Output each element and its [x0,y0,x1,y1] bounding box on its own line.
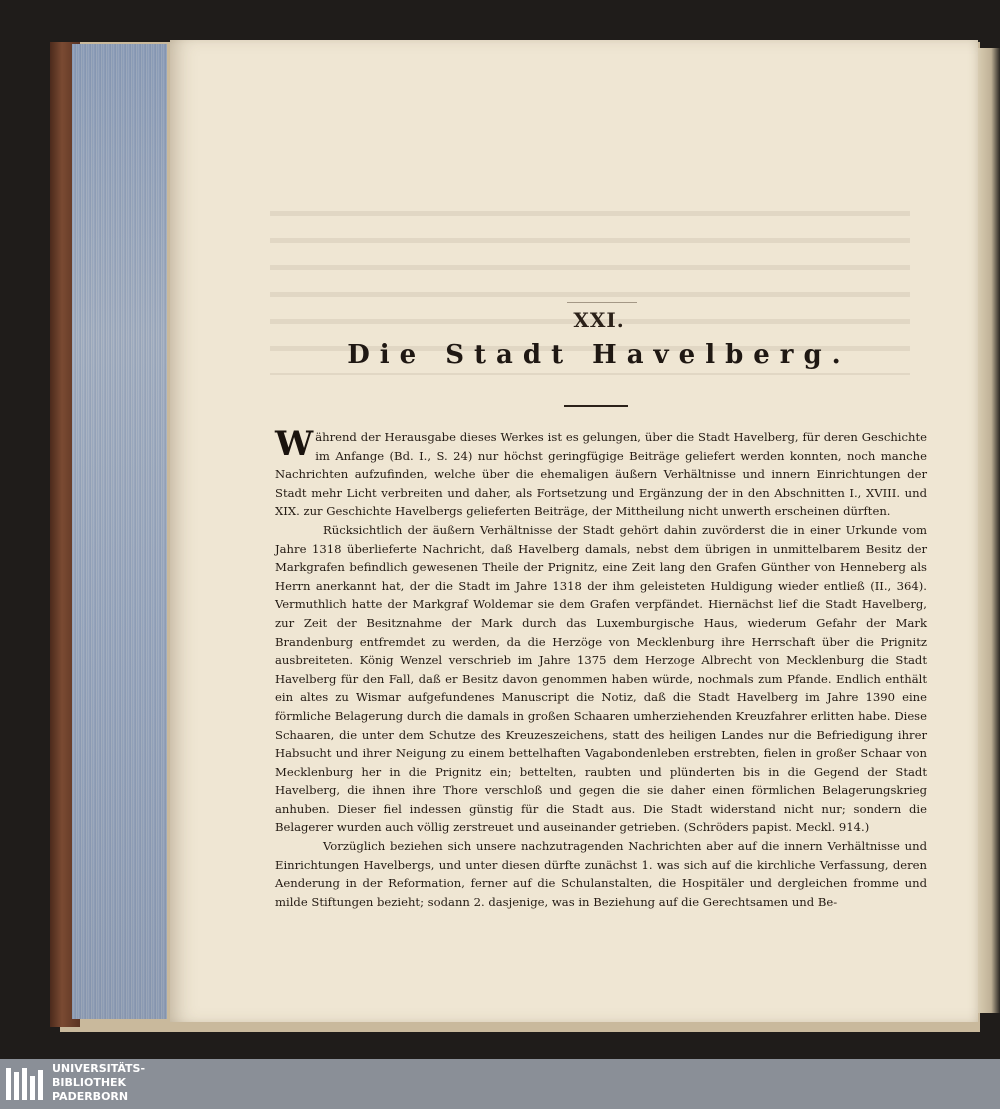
book-fore-edge [72,44,167,1019]
drop-cap: W [275,424,314,464]
chapter-rule-top [567,302,637,303]
paragraph-2: Rücksichtlich der äußern Verhältnisse der Stadt gehört dahin zuvörderst die in einer Urkunde vom Jahre 1318 überlieferte Nachricht, daß Havelberg damals, nebst dem übrigen in unmittelbarem Besitz der Markgrafen befindlich gewesenen Theile der Prignitz, eine Zeit lang den Grafen Günther von Henneberg als Herrn anerkannt hat, der die Stadt im Jahre 1318 der ihm geleisteten Huldigung wieder entließ (II., 364). Vermuthlich hatte der Markgraf Woldemar sie dem Grafen verpfändet. Hiernächst lief die Stadt Havelberg, zur Zeit der Besitznahme der Mark durch das Luxemburgische Haus, wiederum Gefahr der Mark Brandenburg entfremdet zu werden, da die Herzöge von Mecklenburg ihre Herrschaft über die Prignitz ausbreiteten. König Wenzel verschrieb im Jahre 1375 dem Herzoge Albrecht von Mecklenburg die Stadt Havelberg für den Fall, daß er Besitz davon genommen haben würde, nochmals zum Pfande. Endlich enthält ein altes zu Wismar aufgefundenes Manuscript die Notiz, daß die Stadt Havelberg im Jahre 1390 eine förmliche Belagerung durch die damals in großen Schaaren umherziehenden Kreuzfahrer erlitten habe. Diese Schaaren, die unter dem Schutze des Kreuzeszeichens, statt des heiligen Landes nur die Befriedigung ihrer Habsucht und ihrer Neigung zu einem bettelhaften Vagabondenleben erstrebten, fielen in großer Schaar von Mecklenburg her in die Prignitz ein; bettelten, raubten und plünderten bis in die Gegend der Stadt Havelberg, die ihnen ihre Thore verschloß und gegen die sie daher einen förmlichen Belagerungskrieg anhuben. Dieser fiel indessen günstig für die Stadt aus. Die Stadt widerstand nicht nur; sondern die Belagerer wurden auch völlig zerstreuet und auseinander getrieben. (Schröders papist. Meckl. 914.) [275,522,927,835]
library-logo-icon [4,1064,48,1104]
library-name-line-1: UNIVERSITÄTS- [52,1062,146,1075]
chapter-title-rule [564,405,628,407]
book-page [170,40,978,1022]
paragraph-3: Vorzüglich beziehen sich unsere nachzutragenden Nachrichten aber auf die innern Verhältnisse und Einrichtungen Havelbergs, und unter diesen dürfte zunächst 1. was sich auf die kirchliche Verfassung, deren Aenderung in der Reformation, ferner auf die Schulanstalten, die Hospitäler und dergleichen fromme und milde Stiftungen bezieht; sodann 2. dasjenige, was in Beziehung auf die Gerechtsamen und Be- [275,839,927,909]
chapter-number: XXI. [573,308,625,332]
library-name-line-3: PADERBORN [52,1090,129,1103]
library-name [52,1062,145,1104]
paragraph-1 [275,424,927,521]
body-text [275,424,927,911]
library-name-line-2: BIBLIOTHEK [52,1076,127,1089]
chapter-title: Die Stadt Havelberg. [347,340,851,370]
book-right-edge [978,48,1000,1013]
library-footer [0,1059,1000,1109]
paragraph-1-text: ährend der Herausgabe dieses Werkes ist es gelungen, über die Stadt Havelberg, für deren Geschichte im Anfange (Bd. I., S. 24) nur höchst geringfügige Beiträge geliefert werden konnten, noch manche Nachrichten aufzufinden, welche über die ehemaligen äußern Verhältnisse und innern Einrichtungen der Stadt mehr Licht verbreiten und daher, als Fortsetzung und Ergänzung der in den Abschnitten I., XVIII. und XIX. zur Geschichte Havelbergs gelieferten Beiträge, der Mittheilung nicht unwerth erscheinen dürften. [275,430,927,519]
